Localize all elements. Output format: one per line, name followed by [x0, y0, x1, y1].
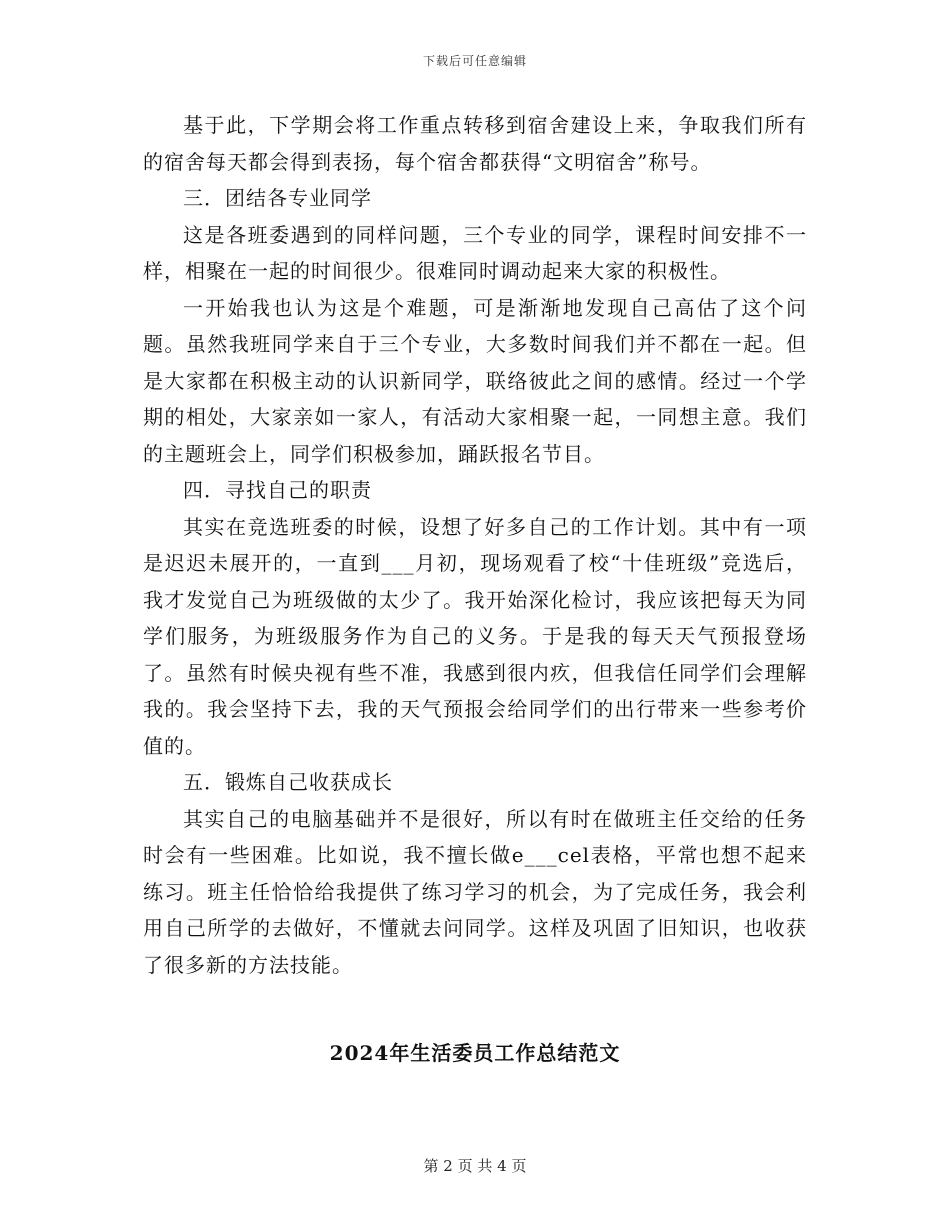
- page-header: 下载后可任意编辑: [422, 54, 527, 68]
- next-article-title: 2024年生活委员工作总结范文: [329, 1041, 621, 1065]
- section-heading-grow: 五．锻炼自己收获成长: [183, 770, 393, 794]
- paragraph-dormitory-plan: 基于此，下学期会将工作重点转移到宿舍建设上来，争取我们所有的宿舍每天都会得到表扬，每个宿舍都获得“文明宿舍”称号。: [143, 113, 807, 174]
- page-footer: 第 2 页 共 4 页: [423, 1157, 527, 1175]
- paragraph-class-bonding: 一开始我也认为这是个难题，可是渐渐地发现自己高估了这个问题。虽然我班同学来自于三个专业，大多数时间我们并不都在一起。但是大家都在积极主动的认识新同学，联络彼此之间的感情。经过一个学期的相处，大家亲如一家人，有活动大家相聚一起，一同想主意。我们的主题班会上，同学们积极参加，踊跃报名节目。: [143, 295, 807, 466]
- paragraph-computer-skills: 其实自己的电脑基础并不是很好，所以有时在做班主任交给的任务时会有一些困难。比如说，我不擅长做e___cel表格，平常也想不起来练习。班主任恰恰给我提供了练习学习的机会，为了完成任务，我会利用自己所学的去做好，不懂就去问同学。这样及巩固了旧知识，也收获了很多新的方法技能。: [143, 806, 807, 977]
- section-heading-find-duties: 四．寻找自己的职责: [183, 478, 372, 502]
- paragraph-common-problem: 这是各班委遇到的同样问题，三个专业的同学，课程时间安排不一样，相聚在一起的时间很少。很难同时调动起来大家的积极性。: [143, 222, 807, 283]
- paragraph-weather-report: 其实在竞选班委的时候，设想了好多自己的工作计划。其中有一项是迟迟未展开的，一直到___月初，现场观看了校“十佳班级”竞选后，我才发觉自己为班级做的太少了。我开始深化检讨，我应该把每天为同学们服务，为班级服务作为自己的义务。于是我的每天天气预报登场了。虽然有时候央视有些不准，我感到很内疚，但我信任同学们会理解我的。我会坚持下去，我的天气预报会给同学们的出行带来一些参考价值的。: [143, 514, 807, 758]
- document-body: [143, 107, 807, 983]
- section-heading-unite-classmates: 三．团结各专业同学: [183, 186, 372, 210]
